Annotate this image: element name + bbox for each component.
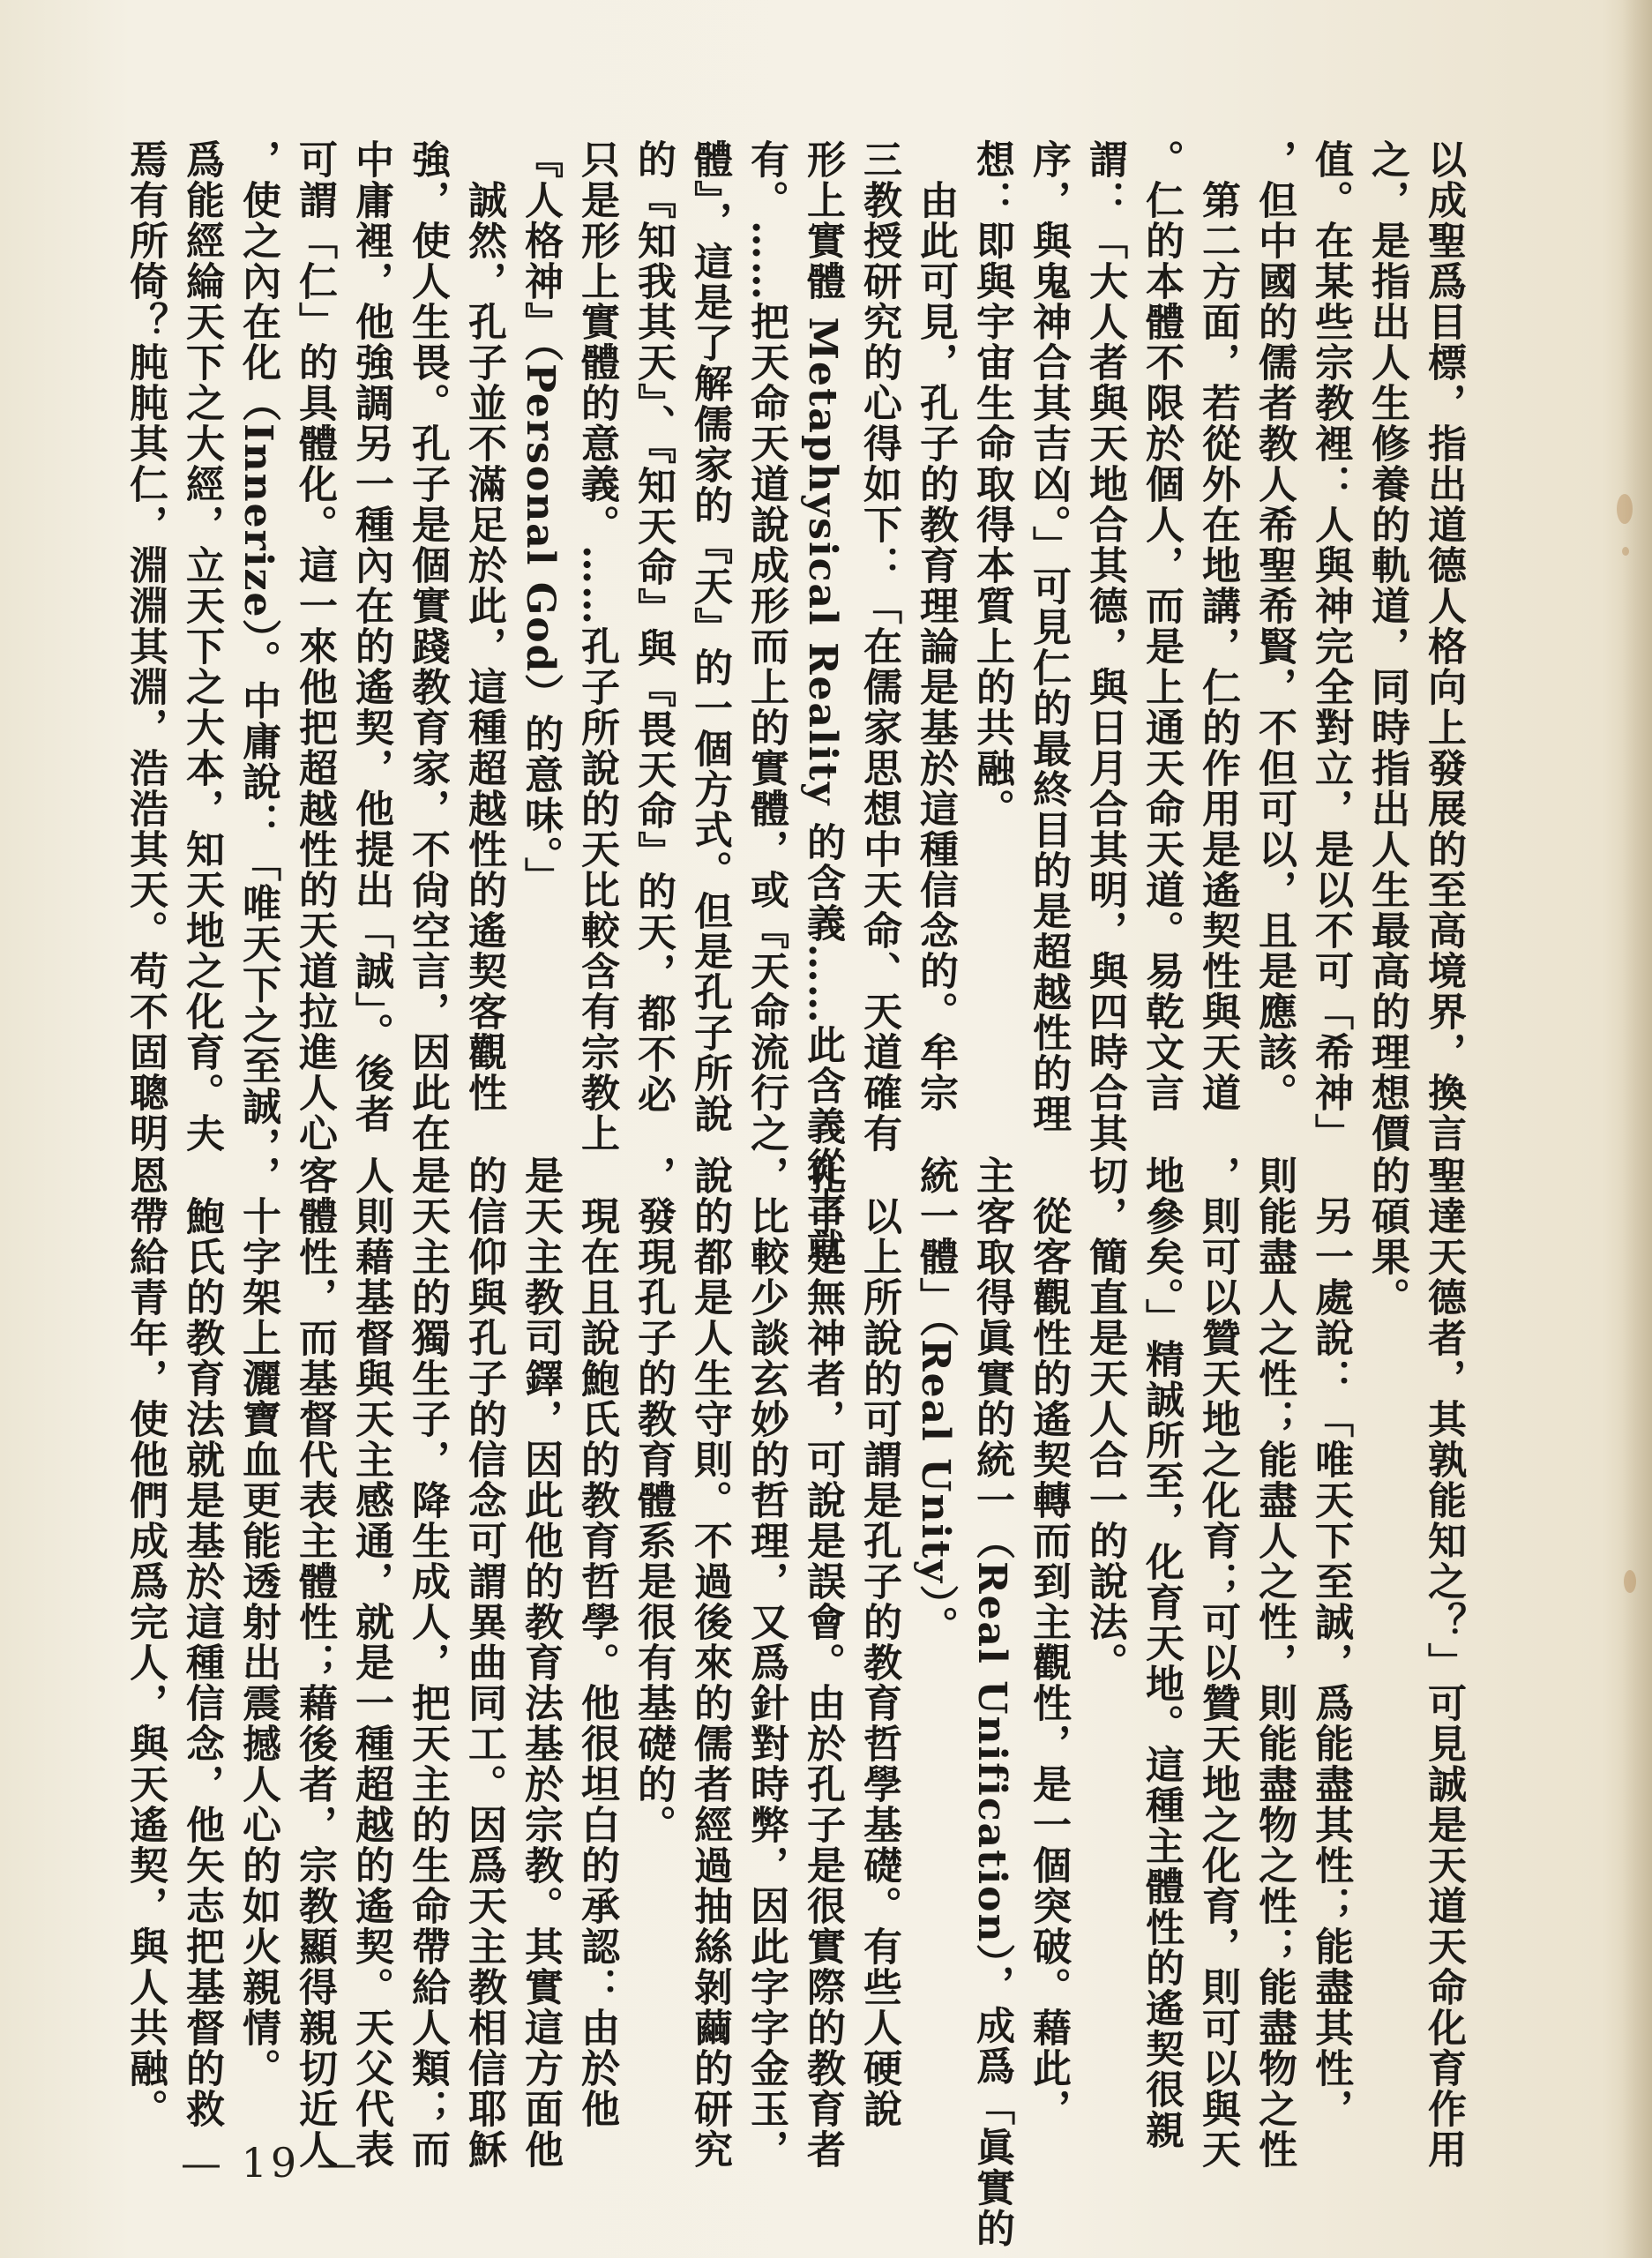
text-column: 第二方面，若從外在地講，仁的作用是遙契性與天道	[1195, 139, 1240, 1113]
text-column: 序，與鬼神合其吉凶。」可見仁的最終目的是超越性的理	[1026, 139, 1071, 1134]
page-number: — 19 —	[181, 2139, 361, 2187]
text-column: ，十字架上灑寶血更能透射出震撼人心的如火親情。	[235, 1155, 280, 2089]
text-column: ，發現孔子的教育體系是很有基礎的。	[631, 1155, 676, 1845]
text-column: 統一體」（Real Unity）。	[913, 1155, 958, 1647]
text-column: 主客取得眞實的統一（Real Unification），成爲「眞實的	[969, 1155, 1014, 2249]
text-column: 則能盡人之性；能盡人之性，則能盡物之性；能盡物之性	[1252, 1155, 1297, 2170]
text-column: 之，是指出人生修養的軌道，同時指出人生最高的理想價	[1364, 139, 1409, 1154]
text-column: 說的都是人生守則。不過後來的儒者經過抽絲剝繭的研究	[687, 1155, 732, 2170]
text-column: 中庸裡，他強調另一種內在的遙契，他提出「誠」。後者	[348, 139, 393, 1134]
text-column: 從客觀性的遙契轉而到主觀性，是一個突破。藉此，	[1026, 1155, 1071, 2129]
text-column: 形上實體 Metaphysical Reality 的含義……此含義從古就	[800, 139, 845, 1268]
text-column: 鮑氏的教育法就是基於這種信念，他矢志把基督的救	[179, 1155, 224, 2129]
text-column: 地參矣。」精誠所至，化育天地。這種主體性的遙契很親	[1139, 1155, 1184, 2150]
text-column: ，但中國的儒者教人希聖希賢，不但可以，且是應該。	[1252, 139, 1297, 1113]
text-column: 有。……把天命天道說成形而上的實體，或『天命流行之	[744, 139, 789, 1154]
text-column: 三教授研究的心得如下：「在儒家思想中天命、天道確有	[856, 139, 901, 1154]
text-column: 的信仰與孔子的信念可謂異曲同工。因爲天主教相信耶穌	[461, 1155, 506, 2170]
paper-stain	[1624, 1570, 1636, 1593]
text-column: 恩帶給青年，使他們成爲完人，與天遙契，與人共融。	[123, 1155, 168, 2129]
text-column: 的『知我其天』、『知天命』與『畏天命』的天，都不必	[631, 139, 676, 1115]
text-column: 是天主的獨生子，降生成人，把天主的生命帶給人類；而	[405, 1155, 450, 2170]
page-edge-shadow	[1622, 0, 1652, 2258]
text-column: 聖達天德者，其孰能知之？」可見誠是天道天命化育作用	[1421, 1155, 1466, 2170]
text-column: ，則可以贊天地之化育；可以贊天地之化育，則可以與天	[1195, 1155, 1240, 2170]
text-column: 強，使人生畏。孔子是個實踐教育家，不尙空言，因此在	[405, 139, 450, 1154]
text-column: 是天主教司鐸，因此他的教育法基於宗教。其實這方面他	[518, 1155, 563, 2170]
paper-stain	[1622, 547, 1629, 556]
text-column: 孔子是無神者，可說是誤會。由於孔子是很實際的教育者	[800, 1155, 845, 2170]
text-column: 另一處說：「唯天下至誠，爲能盡其性；能盡其性，	[1308, 1155, 1353, 2129]
paper-stain	[1617, 494, 1633, 524]
text-column: 想：即與宇宙生命取得本質上的共融。	[969, 139, 1014, 829]
text-column: 由此可見，孔子的教育理論是基於這種信念的。牟宗	[913, 139, 958, 1113]
text-column: 體』，這是了解儒家的『天』的一個方式。但是孔子所說	[687, 139, 732, 1134]
text-column: 『人格神』（Personal God）的意味。」	[518, 139, 563, 898]
text-column: 誠然，孔子並不滿足於此，這種超越性的遙契客觀性	[461, 139, 506, 1113]
text-column: 以上所說的可謂是孔子的教育哲學基礎。有些人硬說	[856, 1155, 901, 2129]
text-column: 切，簡直是天人合一的說法。	[1082, 1155, 1127, 1683]
text-column: 謂：「大人者與天地合其德，與日月合其明，與四時合其	[1082, 139, 1127, 1154]
text-column: 以成聖爲目標，指出道德人格向上發展的至高境界，換言	[1421, 139, 1466, 1154]
text-column: 客體性，而基督代表主體性；藉後者，宗教顯得親切近人	[292, 1155, 337, 2170]
text-column: 爲能經綸天下之大經，立天下之大本，知天地之化育。夫	[179, 139, 224, 1154]
text-column: 人則藉基督與天主感通，就是一種超越的遙契。天父代表	[348, 1155, 393, 2170]
text-column: 焉有所倚？肫肫其仁，淵淵其淵，浩浩其天。苟不固聰明	[123, 139, 168, 1154]
text-column: 只是形上實體的意義。……孔子所說的天比較含有宗教上	[574, 139, 619, 1154]
text-column: 值。在某些宗教裡：人與神完全對立，是以不可「希神」	[1308, 139, 1353, 1154]
text-column: 可謂「仁」的具體化。這一來他把超越性的天道拉進人心	[292, 139, 337, 1154]
text-column: 現在且說鮑氏的教育哲學。他很坦白的承認：由於他	[574, 1155, 619, 2129]
text-column: 。仁的本體不限於個人，而是上通天命天道。易乾文言	[1139, 139, 1184, 1113]
text-column: ，使之內在化（Innerize）。中庸說：「唯天下之至誠，	[235, 139, 280, 1168]
text-column: ，比較少談玄妙的哲理，又爲針對時弊，因此字字金玉，	[744, 1155, 789, 2170]
text-column: 的碩果。	[1364, 1155, 1409, 1318]
